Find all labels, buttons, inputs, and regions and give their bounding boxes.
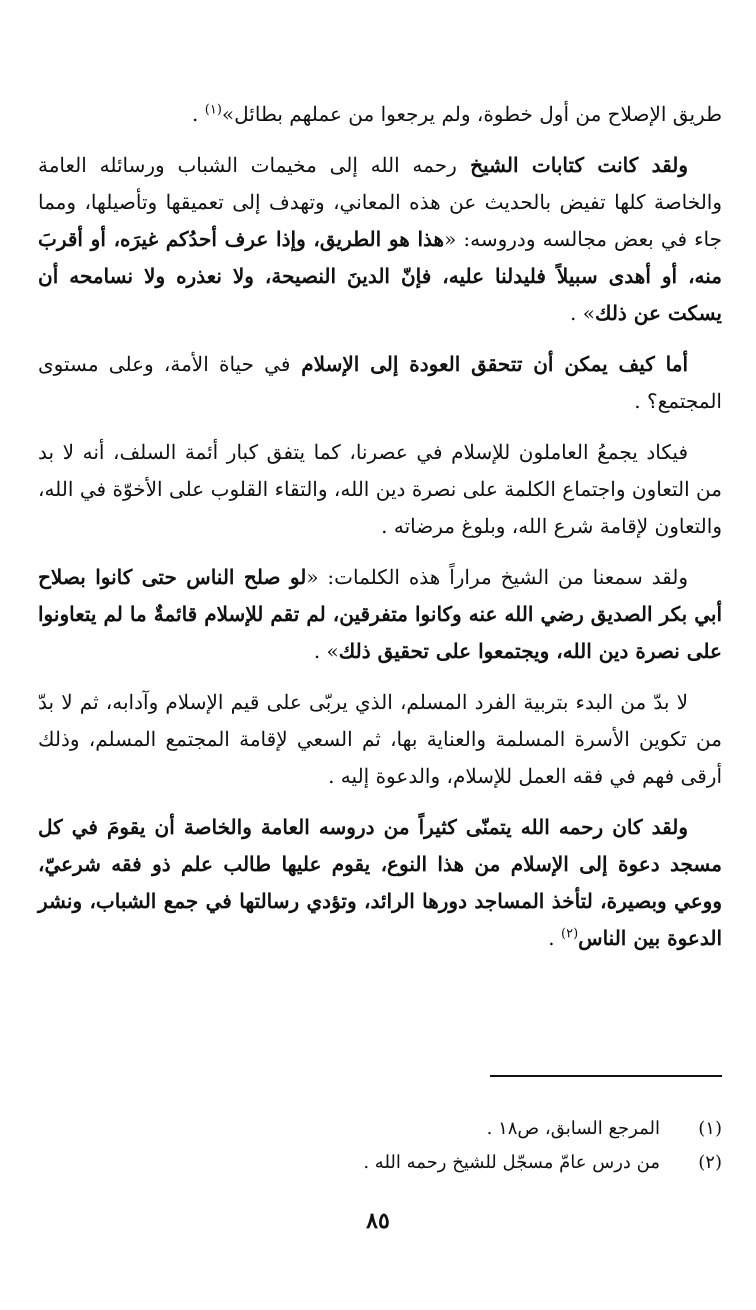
footnote-reference: (١): [204, 102, 222, 118]
paragraph-text: » .: [313, 639, 339, 663]
paragraph-text: ولقد سمعنا من الشيخ مراراً هذه الكلمات: «: [306, 565, 688, 589]
footnote-number: (١): [698, 1118, 722, 1139]
paragraph: [38, 346, 722, 420]
paragraph-text: في حياة الأمة، وعلى مستوى المجتمع؟ .: [38, 352, 722, 413]
footnote: [60, 1112, 722, 1146]
footnote-reference: (٢): [561, 926, 579, 942]
paragraph: [38, 147, 722, 332]
footnote: [60, 1146, 722, 1180]
paragraph: [38, 96, 722, 133]
paragraph-text: لا بدّ من البدء بتربية الفرد المسلم، الذي يربّى على قيم الإسلام وآدابه، ثم لا بدّ من تكوين الأسرة المسلمة والعناية بها، ثم السعي لإقامة المجتمع المسلم، وذلك أرقى فهم في فقه العمل للإسلام، والدعوة إليه .: [38, 690, 722, 788]
paragraph-text: فيكاد يجمعُ العاملون للإسلام في عصرنا، كما يتفق كبار أئمة السلف، أنه لا بد من التعاون واجتماع الكلمة على نصرة دين الله، والتقاء القلوب على الأخوّة في الله، والتعاون لإقامة شرع الله، وبلوغ مرضاته .: [38, 440, 722, 538]
footnote-number: (٢): [698, 1152, 722, 1173]
footnote-text: من درس عامّ مسجّل للشيخ رحمه الله .: [363, 1152, 660, 1173]
paragraph-text: .: [548, 926, 562, 950]
paragraph: [38, 684, 722, 795]
body-text: [38, 96, 722, 971]
emphasized-text: ولقد كانت كتابات الشيخ: [456, 153, 688, 177]
emphasized-text: ولقد كان رحمه الله يتمنّى كثيراً من دروسه العامة والخاصة أن يقومَ في كل مسجد دعوة إلى الإسلام من هذا النوع، يقوم عليها طالب علم ذو فقه شرعيّ، ووعي وبصيرة، لتأخذ المساجد دورها الرائد، وتؤدي رسالتها في جمع الشباب، ونشر الدعوة بين الناس: [38, 815, 722, 950]
footnote-separator: [490, 1075, 722, 1077]
emphasized-text: لو صلح الناس حتى كانوا بصلاح أبي بكر الصديق رضي الله عنه وكانوا متفرقين، لم تقم للإسلام قائمةٌ ما لم يتعاونوا على نصرة دين الله، ويجتمعوا على تحقيق ذلك: [38, 565, 722, 663]
emphasized-text: أما كيف يمكن أن تتحقق العودة إلى الإسلام: [290, 352, 688, 376]
paragraph-text: رحمه الله إلى مخيمات الشباب ورسائله العامة والخاصة كلها تفيض بالحديث عن هذه المعاني، وتهدف إلى تعميقها وتأصيلها، ومما جاء في بعض مجالسه ودروسه: «: [38, 153, 722, 251]
paragraph: [38, 434, 722, 545]
page-number: ٨٥: [366, 1208, 390, 1234]
paragraph-text: .: [192, 102, 205, 126]
paragraph-text: » .: [570, 301, 595, 325]
paragraph: [38, 809, 722, 957]
emphasized-text: هذا هو الطريق، وإذا عرف أحدُكم غيرَه، أو أقربَ منه، أو أهدى سبيلاً فليدلنا عليه، فإنّ الدينَ النصيحة، ولا نعذره ولا نسامحه أن يسكت عن ذلك: [38, 227, 722, 325]
paragraph-text: طريق الإصلاح من أول خطوة، ولم يرجعوا من عملهم بطائل»: [221, 102, 722, 126]
paragraph: [38, 559, 722, 670]
footnotes: [60, 1112, 722, 1180]
footnote-text: المرجع السابق، ص١٨ .: [486, 1118, 660, 1139]
